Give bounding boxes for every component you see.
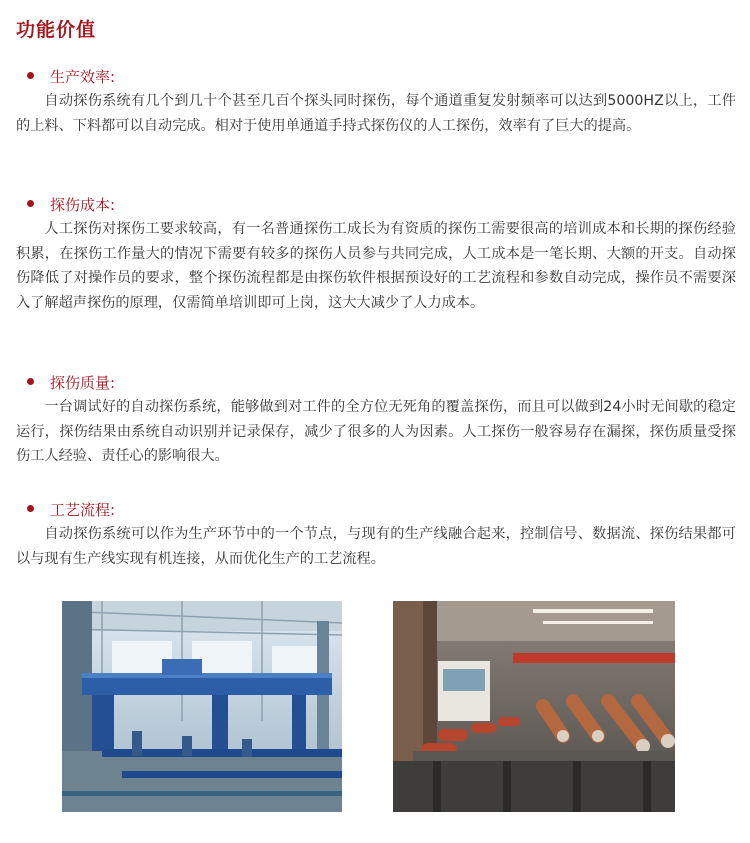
section-header [16, 65, 736, 89]
section-heading: 探伤质量: [50, 374, 116, 392]
bullet-dot-icon [27, 72, 34, 79]
section-process-flow [16, 498, 736, 571]
section-body: 一台调试好的自动探伤系统，能够做到对工件的全方位无死角的覆盖探伤，而且可以做到24小时无间歇的稳定运行，探伤结果由系统自动识别并记录保存，减少了很多的人为因素。人工探伤一般容易存在漏探，探伤质量受探伤工人经验、责任心的影响很大。 [16, 399, 736, 464]
section-heading: 探伤成本: [50, 196, 116, 214]
section-header [16, 498, 736, 522]
section-body: 人工探伤对探伤工要求较高，有一名普通探伤工成长为有资质的探伤工需要很高的培训成本和长期的探伤经验积累，在探伤工作量大的情况下需要有较多的探伤人员参与共同完成，人工成本是一笔长期、大额的开支。自动探伤降低了对操作员的要求，整个探伤流程都是由探伤软件根据预设好的工艺流程和参数自动完成，操作员不需要深入了解超声探伤的原理，仅需简单培训即可上岗，这大大减少了人力成本。 [16, 221, 736, 311]
section-inspection-cost [16, 193, 736, 315]
bullet-dot-icon [27, 505, 34, 512]
section-header [16, 371, 736, 395]
section-heading: 工艺流程: [50, 501, 116, 519]
section-header [16, 193, 736, 217]
section-production-efficiency [16, 65, 736, 138]
bullet-dot-icon [27, 200, 34, 207]
bullet-dot-icon [27, 378, 34, 385]
section-body: 自动探伤系统有几个到几十个甚至几百个探头同时探伤，每个通道重复发射频率可以达到5000HZ以上，工件的上料、下料都可以自动完成。相对于使用单通道手持式探伤仪的人工探伤，效率有了巨大的提高。 [16, 93, 736, 134]
section-body: 自动探伤系统可以作为生产环节中的一个节点，与现有的生产线融合起来，控制信号、数据流、探伤结果都可以与现有生产线实现有机连接，从而优化生产的工艺流程。 [16, 526, 736, 567]
factory-photo-inspection-gantry [62, 601, 342, 812]
section-heading: 生产效率: [50, 68, 116, 86]
section-inspection-quality [16, 371, 736, 469]
page-title: 功能价值 [16, 19, 97, 41]
factory-photo-pipe-line [393, 601, 675, 812]
